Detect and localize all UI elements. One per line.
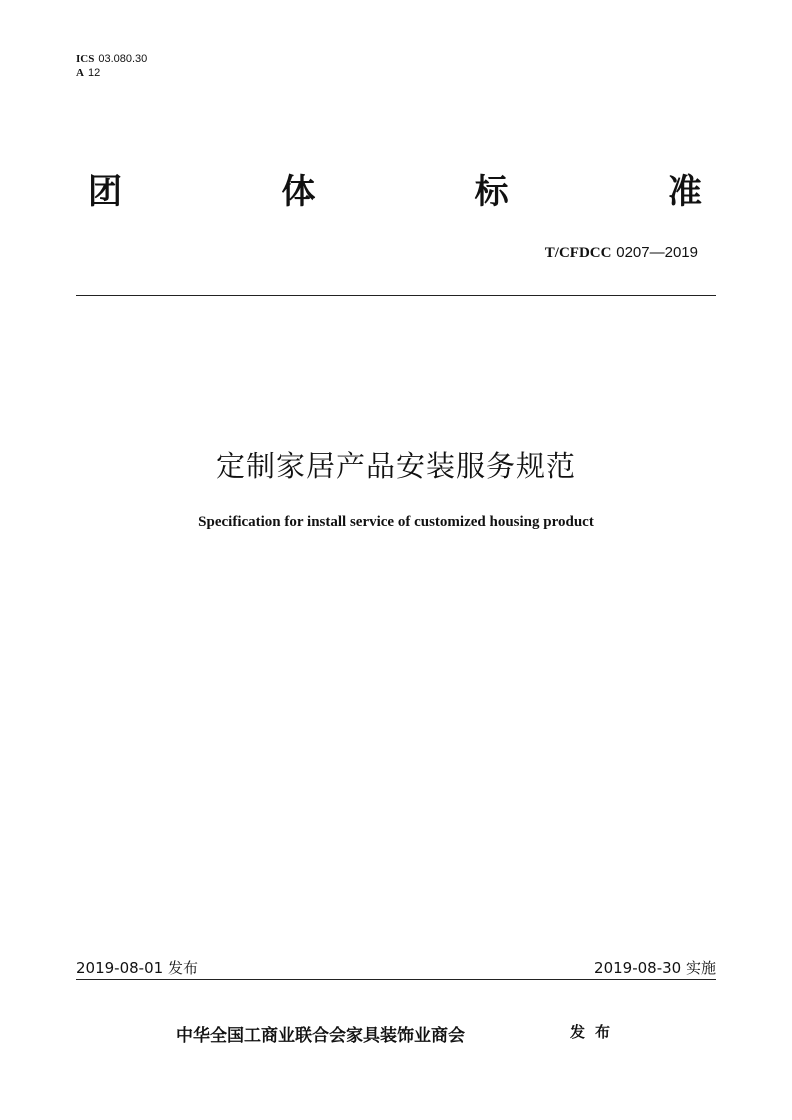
standard-number xyxy=(545,243,698,262)
header-divider xyxy=(76,295,716,296)
class-line xyxy=(76,66,147,80)
document-title-english: Specification for install service of customized housing product xyxy=(198,514,594,530)
standard-number-prefix: T/CFDCC xyxy=(544,245,612,261)
ics-code: 03.080.30 xyxy=(98,53,148,65)
standard-number-value: 0207—2019 xyxy=(616,244,698,261)
classification-codes xyxy=(76,52,147,80)
ics-label: ICS xyxy=(76,53,95,65)
publish-date: 2019-08-01 发布 xyxy=(76,959,198,977)
ics-line xyxy=(76,52,147,66)
implement-date: 2019-08-30 实施 xyxy=(594,959,716,977)
publisher-name: 中华全国工商业联合会家具装饰业商会 xyxy=(176,1026,465,1046)
footer-divider xyxy=(76,979,716,980)
document-title-chinese: 定制家居产品安装服务规范 xyxy=(215,449,576,483)
standard-type-title xyxy=(88,164,702,212)
publish-label: 发布 xyxy=(570,1023,621,1041)
standard-type-char: 体 xyxy=(281,172,316,212)
class-code: 12 xyxy=(87,67,101,79)
class-label: A xyxy=(76,67,84,79)
standard-type-char: 准 xyxy=(667,172,702,212)
standard-type-char: 团 xyxy=(88,172,122,212)
standard-type-char: 标 xyxy=(474,172,509,212)
